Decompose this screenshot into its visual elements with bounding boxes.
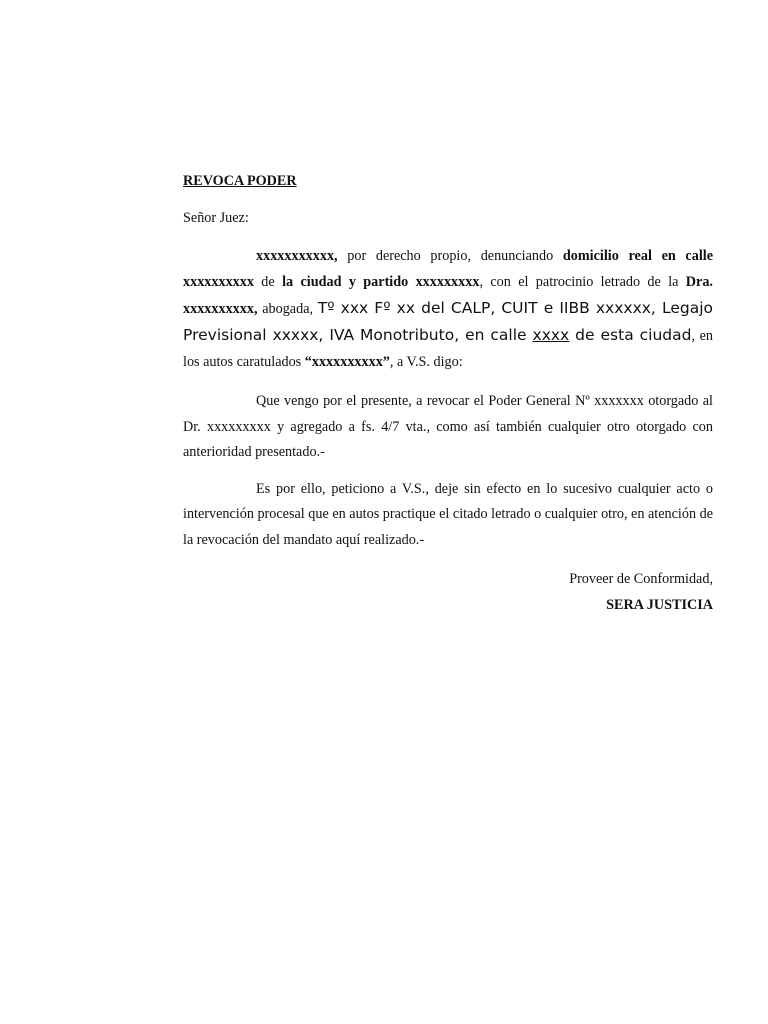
closing-block <box>183 566 713 618</box>
case-caption: “xxxxxxxxxx” <box>304 354 390 370</box>
office-street: xxxx <box>532 326 570 344</box>
closing-line-1: Proveer de Conformidad, <box>569 571 713 587</box>
office-city: de esta ciudad <box>569 326 692 344</box>
street-name: xxxxxxxxxx <box>183 274 254 290</box>
domicilio-label: domicilio real en calle <box>562 248 714 264</box>
lawyer-name: xxxxxxxxxx, <box>183 301 258 317</box>
intro-text-2: de <box>253 274 283 290</box>
salutation: Señor Juez: <box>183 210 249 226</box>
registry-details: Tº xxx Fº xx del CALP, CUIT e IIBB xxxxxx, Legajo Previsional xxxxx, IVA Monotributo, en calle <box>183 299 713 344</box>
intro-text-3: , con el patrocinio letrado de la <box>479 274 686 290</box>
paragraph-intro <box>183 243 713 375</box>
paragraph-revocation <box>183 389 713 466</box>
intro-text-6: , a V.S. digo: <box>389 354 463 370</box>
city-partido: la ciudad y partido xxxxxxxxx <box>282 274 480 290</box>
intro-text-5: , en los autos caratulados <box>183 328 713 370</box>
client-name: xxxxxxxxxxx, <box>256 248 338 264</box>
intro-text-4: abogada, <box>257 301 318 317</box>
petition-text: Es por ello, peticiono a V.S., deje sin efecto en lo sucesivo cualquier acto o intervención procesal que en autos practique el citado letrado o cualquier otro, en atención de la revocación del mandato aquí realizado.- <box>183 480 713 548</box>
revocation-text: Que vengo por el presente, a revocar el Poder General Nº xxxxxxx otorgado al Dr. xxxxxxxxx y agregado a fs. 4/7 vta., como así también cualquier otro otorgado con anterioridad presentado.- <box>183 393 713 460</box>
dra-label: Dra. <box>685 274 713 290</box>
document-title: REVOCA PODER <box>183 173 297 189</box>
document-body <box>183 170 713 618</box>
closing-line-2: SERA JUSTICIA <box>606 597 713 613</box>
paragraph-petition <box>183 477 713 554</box>
intro-text-1: por derecho propio, denunciando <box>337 248 563 264</box>
